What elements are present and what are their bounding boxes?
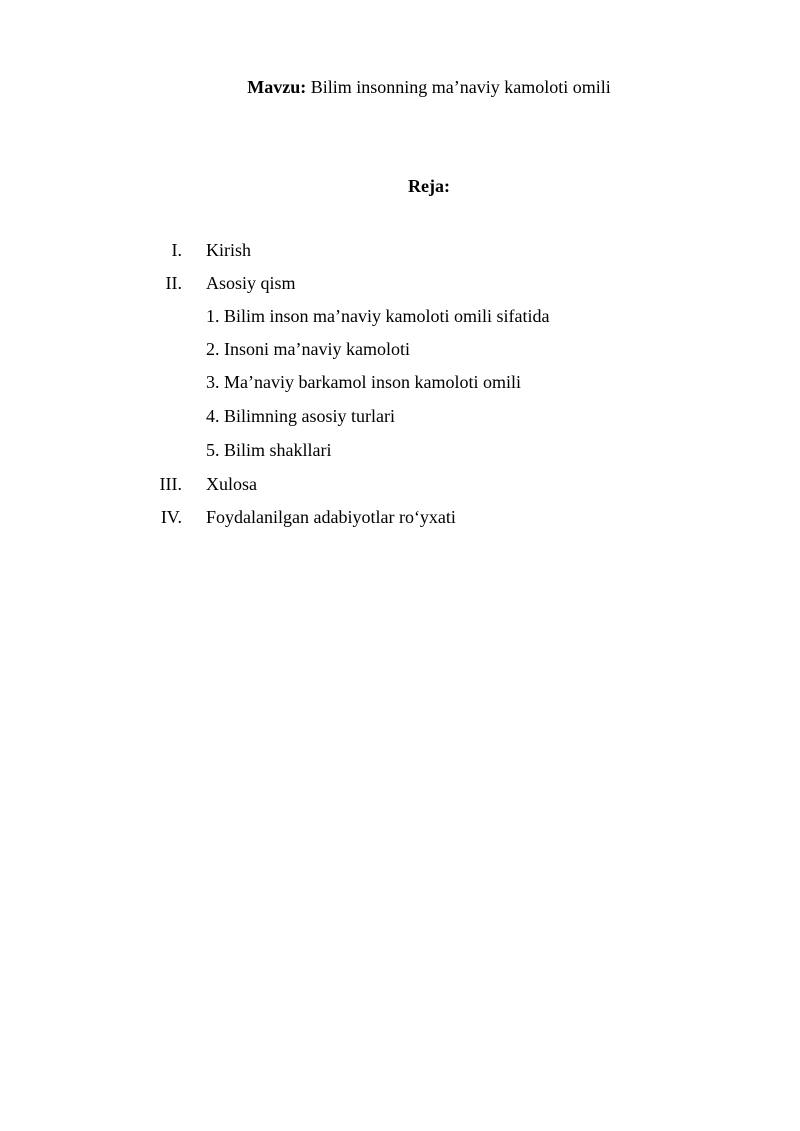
- plan-subitem-5: [0, 439, 800, 461]
- plan-item-text: Foydalanilgan adabiyotlar ro‘yxati: [206, 507, 456, 527]
- plan-subitem-text: 3. Ma’naviy barkamol inson kamoloti omili: [206, 372, 521, 392]
- plan-title: Reja:: [408, 176, 450, 196]
- plan-subitem-text: 5. Bilim shakllari: [206, 440, 332, 460]
- plan-subitem-3: [0, 371, 800, 393]
- plan-subitem-4: [0, 405, 800, 427]
- plan-item-text: Kirish: [206, 240, 251, 260]
- plan-subitem-text: 2. Insoni ma’naviy kamoloti: [206, 339, 410, 359]
- plan-item-number: II.: [165, 273, 182, 293]
- plan-item-text: Asosiy qism: [206, 273, 296, 293]
- topic-label: Mavzu:: [247, 77, 307, 97]
- plan-subitem-text: 4. Bilimning asosiy turlari: [206, 406, 395, 426]
- plan-item-text: Xulosa: [206, 474, 257, 494]
- plan-item-2: [0, 272, 800, 294]
- plan-subitem-2: [0, 338, 800, 360]
- plan-item-3: [0, 473, 800, 495]
- plan-item-number: III.: [159, 474, 182, 494]
- plan-item-1: [0, 239, 800, 261]
- plan-item-4: [0, 506, 800, 528]
- topic-text: Bilim insonning ma’naviy kamoloti omili: [310, 77, 611, 97]
- plan-subitem-text: 1. Bilim inson ma’naviy kamoloti omili sifatida: [206, 306, 550, 326]
- plan-item-number: I.: [171, 240, 182, 260]
- plan-item-number: IV.: [160, 507, 182, 527]
- plan-subitem-1: [0, 305, 800, 327]
- topic-line: [0, 76, 800, 98]
